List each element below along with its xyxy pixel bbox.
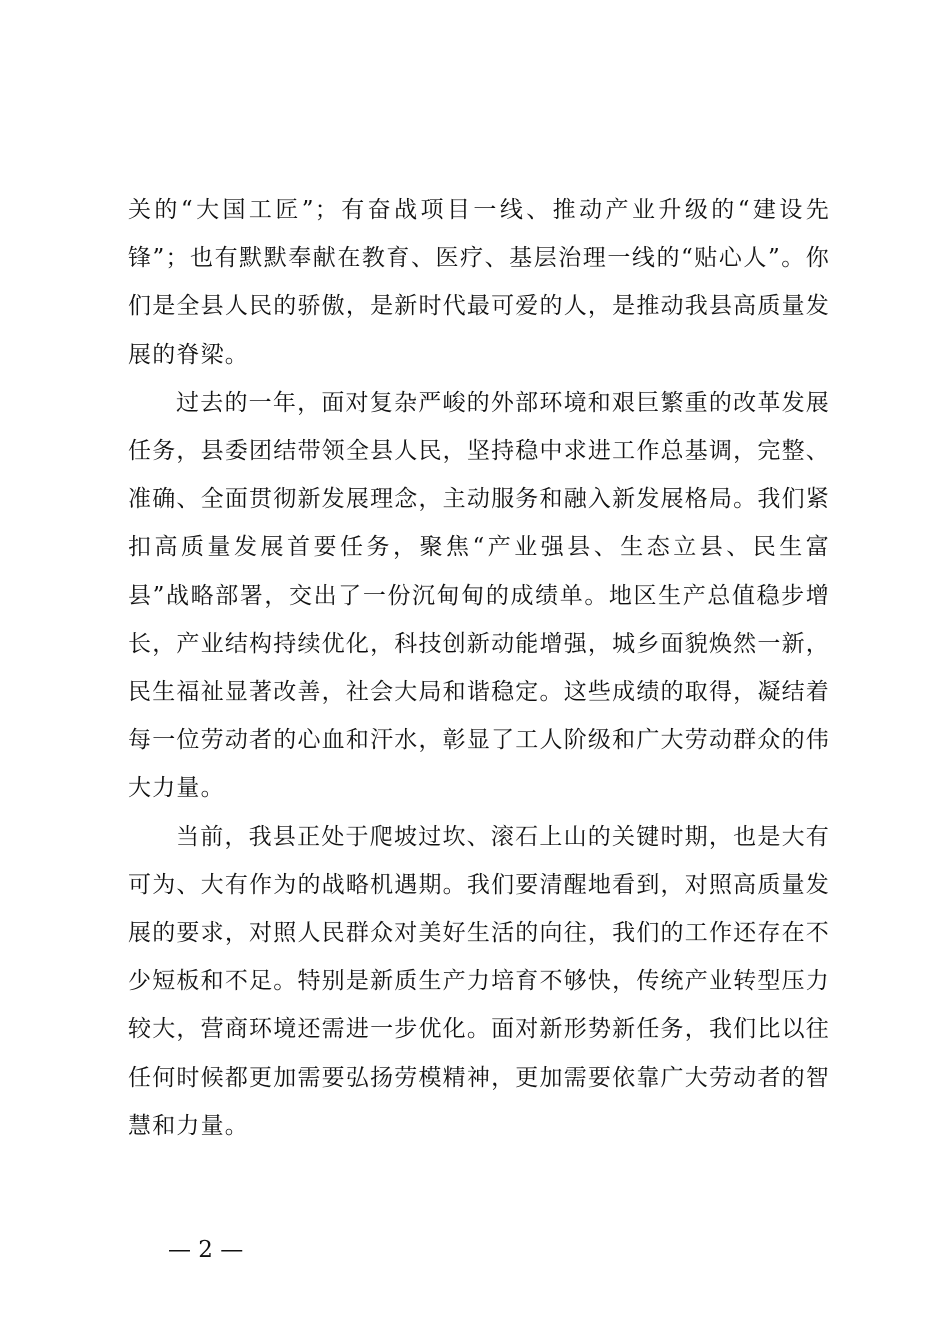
paragraph-2: 过去的一年，面对复杂严峻的外部环境和艰巨繁重的改革发展任务，县委团结带领全县人民，坚持稳中求进工作总基调，完整、准确、全面贯彻新发展理念，主动服务和融入新发展格局。我们紧扣高质量发展首要任务，聚焦“产业强县、生态立县、民生富县”战略部署，交出了一份沉甸甸的成绩单。地区生产总值稳步增长，产业结构持续优化，科技创新动能增强，城乡面貌焕然一新，民生福祉显著改善，社会大局和谐稳定。这些成绩的取得，凝结着每一位劳动者的心血和汗水，彰显了工人阶级和广大劳动群众的伟大力量。 (128, 389, 830, 802)
paragraph-1: 关的“大国工匠”；有奋战项目一线、推动产业升级的“建设先锋”；也有默默奉献在教育、医疗、基层治理一线的“贴心人”。你们是全县人民的骄傲，是新时代最可爱的人，是推动我县高质量发展的脊梁。 (128, 197, 830, 368)
document-body (128, 186, 830, 1150)
page-number: — 2 — (168, 1237, 244, 1263)
paragraph-3: 当前，我县正处于爬坡过坎、滚石上山的关键时期，也是大有可为、大有作为的战略机遇期。我们要清醒地看到，对照高质量发展的要求，对照人民群众对美好生活的向往，我们的工作还存在不少短板和不足。特别是新质生产力培育不够快，传统产业转型压力较大，营商环境还需进一步优化。面对新形势新任务，我们比以往任何时候都更加需要弘扬劳模精神，更加需要依靠广大劳动者的智慧和力量。 (128, 823, 830, 1139)
